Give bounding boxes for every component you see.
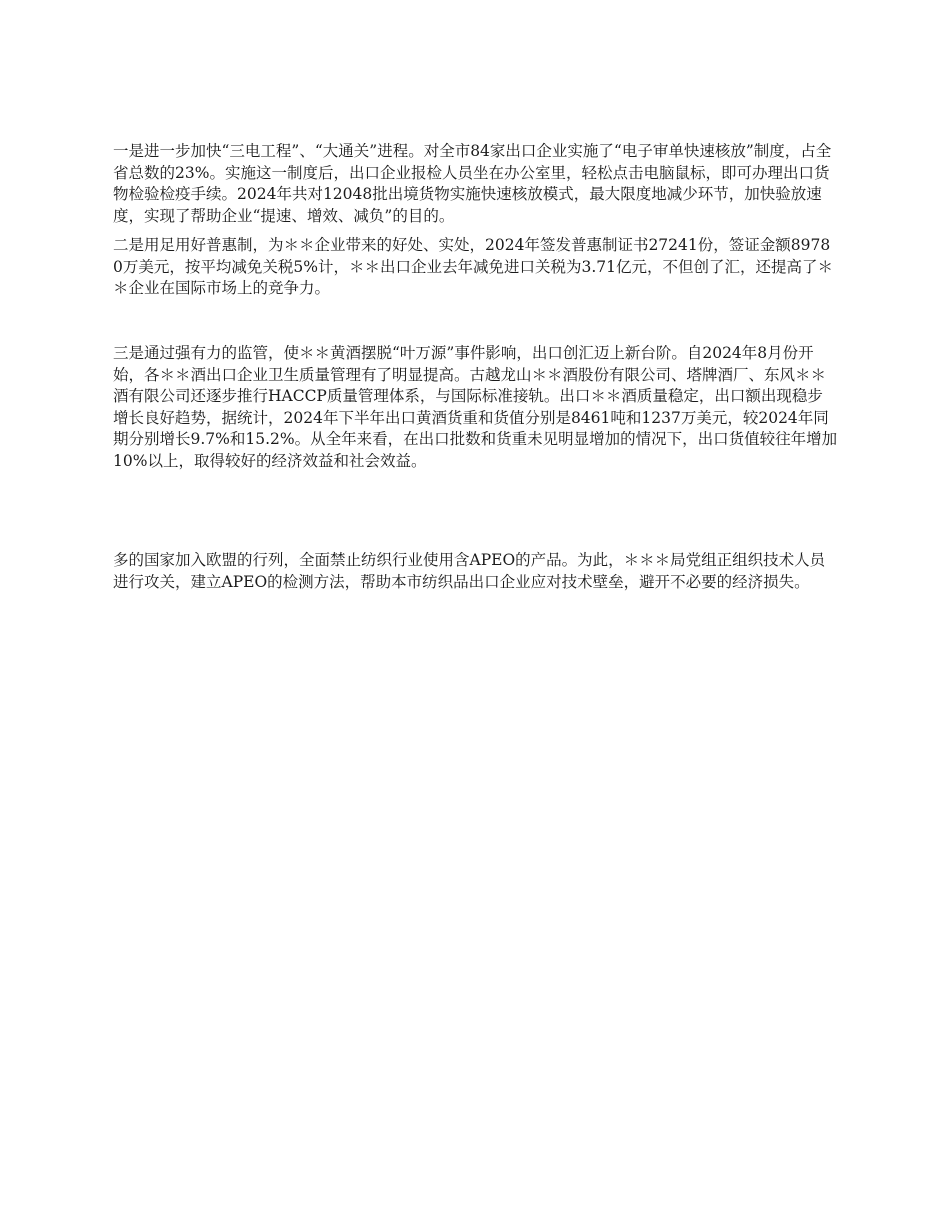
paragraph-gsp-certificates: 二是用足用好普惠制，为＊＊企业带来的好处、实处，2024年签发普惠制证书27241份，签证金额89780万美元，按平均减免关税5%计，＊＊出口企业去年减免进口关税为3.71亿元，不但创了汇，还提高了＊＊企业在国际市场上的竞争力。 <box>113 236 833 297</box>
paragraph-apeo-testing: 多的国家加入欧盟的行列，全面禁止纺织行业使用含APEO的产品。为此，＊＊＊局党组正组织技术人员进行攻关，建立APEO的检测方法，帮助本市纺织品出口企业应对技术壁垒，避开不必要的经济损失。 <box>113 551 826 591</box>
paragraph-e-commerce-clearance: 一是进一步加快“三电工程”、“大通关”进程。对全市84家出口企业实施了“电子审单快速核放”制度，占全省总数的23%。实施这一制度后，出口企业报检人员坐在办公室里，轻松点击电脑鼠标，即可办理出口货物检验检疫手续。2024年共对12048批出境货物实施快速核放模式，最大限度地减少环节，加快验放速度，实现了帮助企业“提速、增效、减负”的目的。 <box>113 142 832 225</box>
paragraph-rice-wine-export: 三是通过强有力的监管，使＊＊黄酒摆脱“叶万源”事件影响，出口创汇迈上新台阶。自2024年8月份开始，各＊＊酒出口企业卫生质量管理有了明显提高。古越龙山＊＊酒股份有限公司、塔牌酒厂、东风＊＊酒有限公司还逐步推行HACCP质量管理体系，与国际标准接轨。出口＊＊酒质量稳定，出口额出现稳步增长良好趋势，据统计，2024年下半年出口黄酒货重和货值分别是8461吨和1237万美元，较2024年同期分别增长9.7%和15.2%。从全年来看，在出口批数和货重未见明显增加的情况下，出口货值较往年增加10%以上，取得较好的经济效益和社会效益。 <box>113 344 838 470</box>
